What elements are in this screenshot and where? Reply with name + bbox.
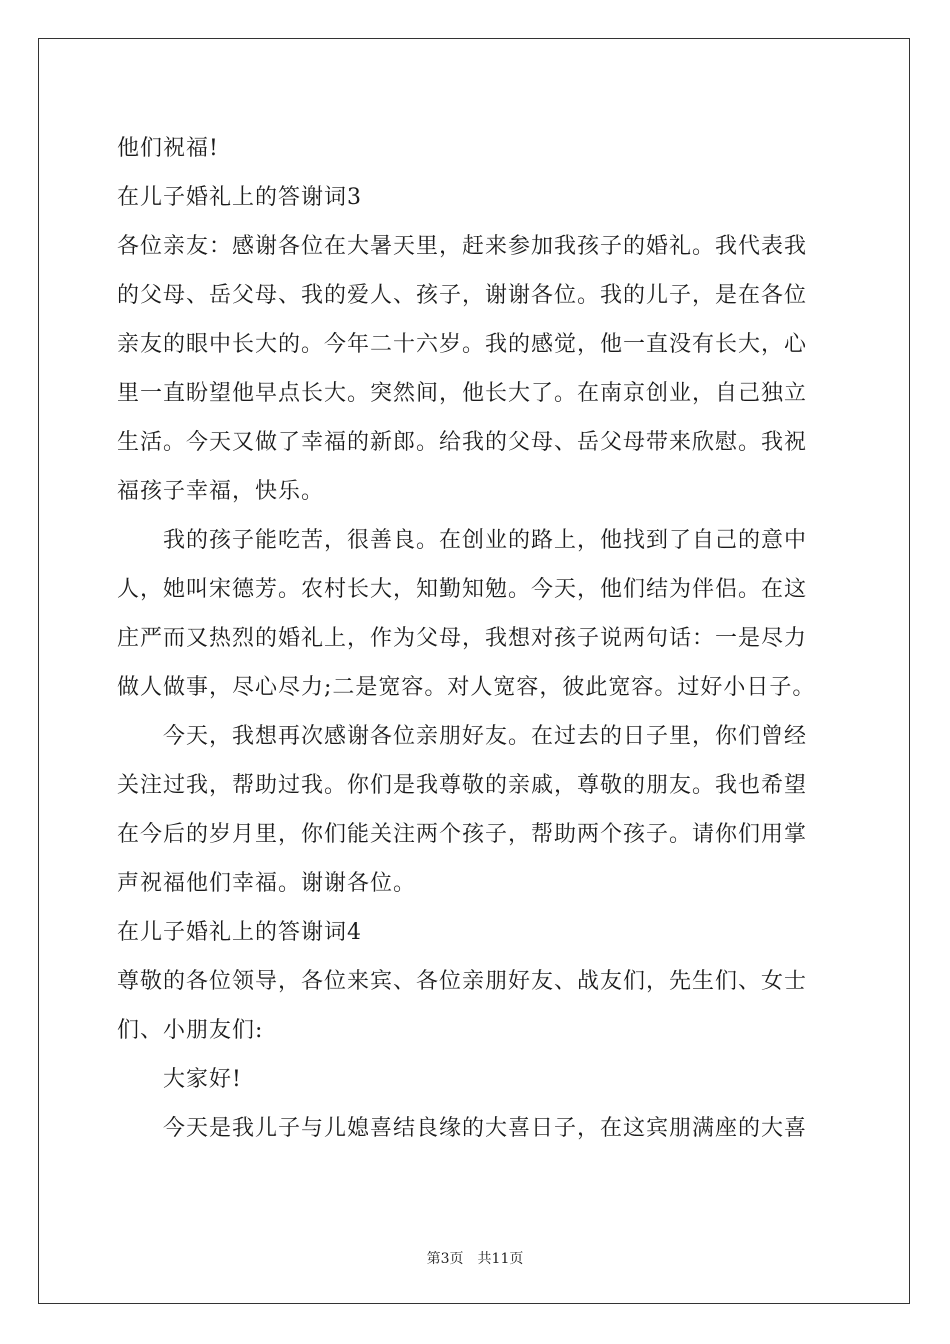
text-line: 庄严而又热烈的婚礼上，作为父母，我想对孩子说两句话：一是尽力 [117, 626, 808, 651]
text-line: 里一直盼望他早点长大。突然间，他长大了。在南京创业，自己独立 [117, 381, 808, 406]
text-line: 各位亲友：感谢各位在大暑天里，赶来参加我孩子的婚礼。我代表我 [117, 234, 808, 259]
text-line: 在今后的岁月里，你们能关注两个孩子，帮助两个孩子。请你们用掌 [117, 822, 808, 847]
text-line: 尊敬的各位领导，各位来宾、各位亲朋好友、战友们，先生们、女士 [117, 969, 808, 994]
text-line: 人，她叫宋德芳。农村长大，知勤知勉。今天，他们结为伴侣。在这 [117, 577, 808, 602]
text-line: 今天是我儿子与儿媳喜结良缘的大喜日子，在这宾朋满座的大喜 [163, 1116, 808, 1141]
text-line: 们、小朋友们: [117, 1018, 264, 1043]
text-line: 大家好! [163, 1067, 242, 1092]
text-line: 关注过我，帮助过我。你们是我尊敬的亲戚，尊敬的朋友。我也希望 [117, 773, 808, 798]
section-heading: 在儿子婚礼上的答谢词3 [117, 185, 362, 210]
text-line: 做人做事，尽心尽力;二是宽容。对人宽容，彼此宽容。过好小日子。 [117, 675, 816, 700]
text-line: 我的孩子能吃苦，很善良。在创业的路上，他找到了自己的意中 [163, 528, 808, 553]
page-number: 第3页 [426, 1251, 464, 1267]
document-body [117, 124, 837, 1153]
section-heading: 在儿子婚礼上的答谢词4 [117, 920, 362, 945]
text-line: 的父母、岳父母、我的爱人、孩子，谢谢各位。我的儿子，是在各位 [117, 283, 808, 308]
text-line: 生活。今天又做了幸福的新郎。给我的父母、岳父母带来欣慰。我祝 [117, 430, 808, 455]
page-footer [0, 1248, 950, 1268]
text-line: 亲友的眼中长大的。今年二十六岁。我的感觉，他一直没有长大，心 [117, 332, 808, 357]
text-line: 福孩子幸福，快乐。 [117, 479, 325, 504]
page-total: 共11页 [477, 1251, 524, 1267]
text-line: 今天，我想再次感谢各位亲朋好友。在过去的日子里，你们曾经 [163, 724, 808, 749]
text-line: 声祝福他们幸福。谢谢各位。 [117, 871, 417, 896]
text-line: 他们祝福! [117, 136, 219, 161]
